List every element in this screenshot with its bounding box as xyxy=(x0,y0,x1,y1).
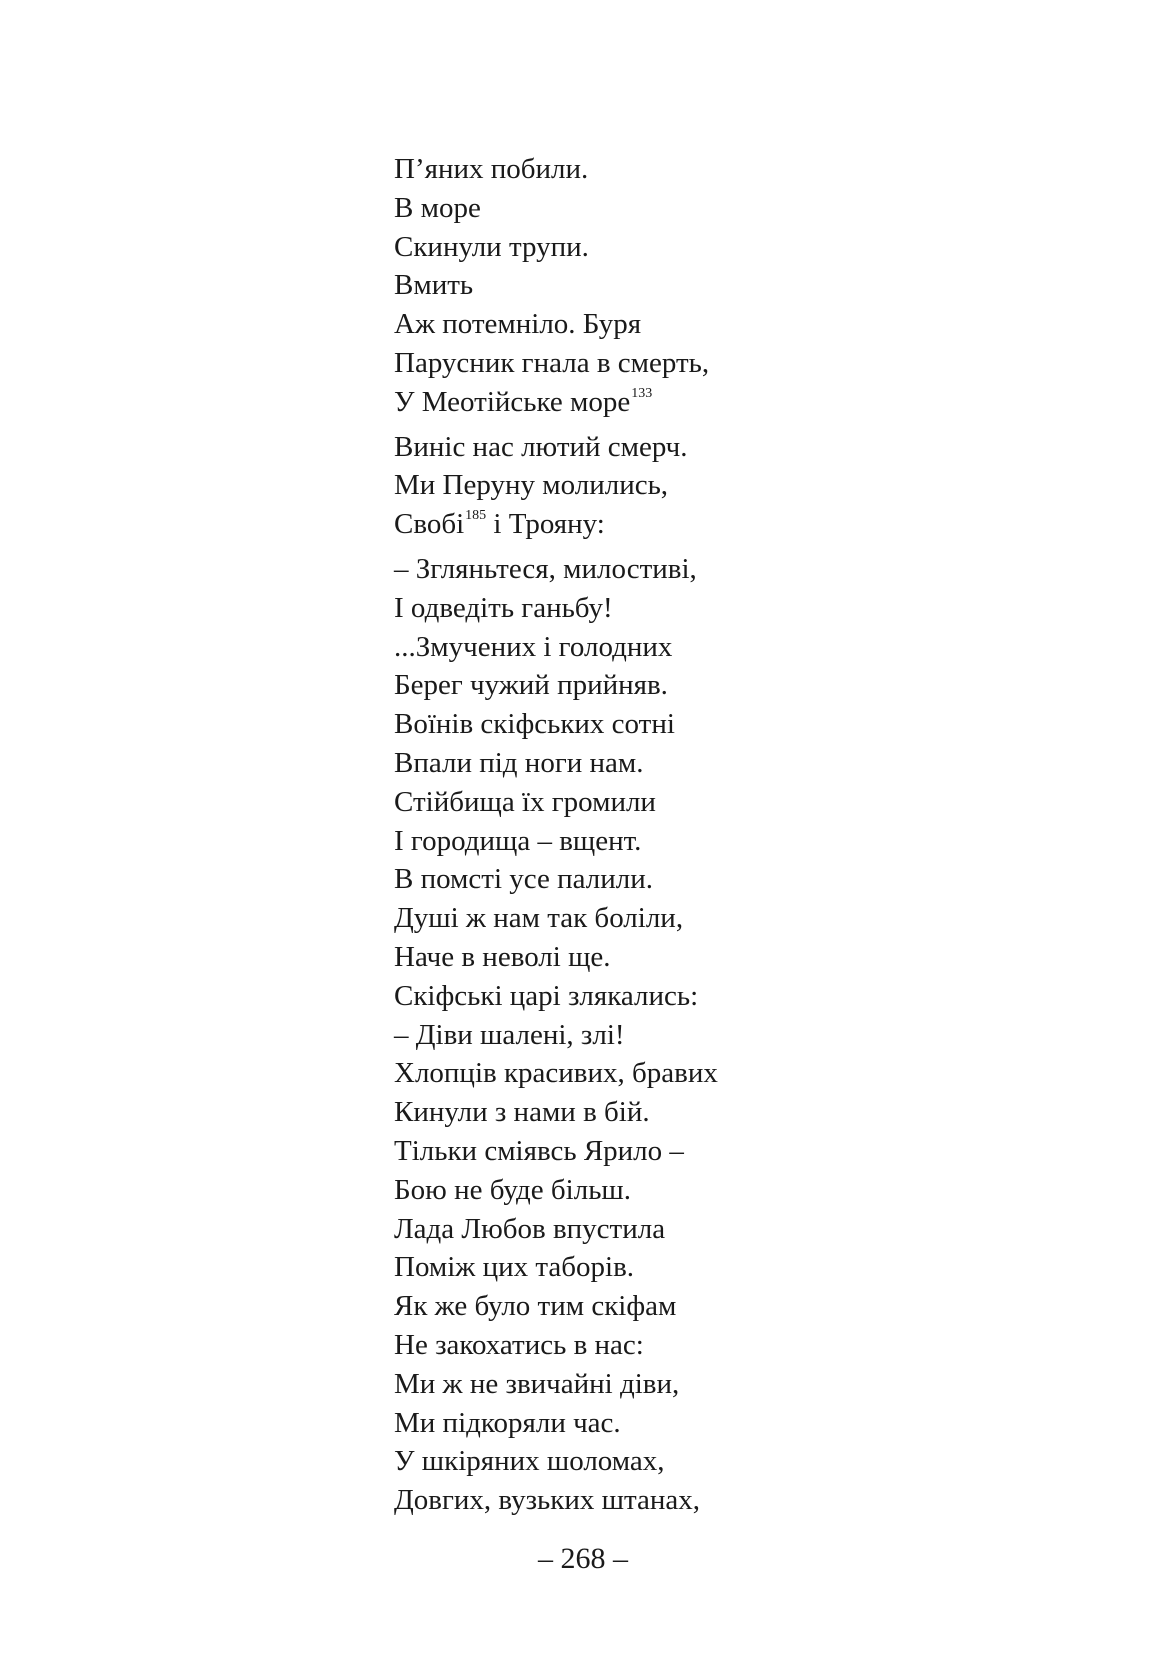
poem-line-text: Воїнів скіфських сотні xyxy=(394,708,675,741)
poem-line xyxy=(394,1016,718,1055)
poem-line-text: ...Змучених і голодних xyxy=(394,630,673,663)
poem-line-text: Стійбища їх громили xyxy=(394,785,656,818)
poem-line xyxy=(394,1442,718,1481)
poem-line xyxy=(394,822,718,861)
poem-line-text: Берег чужий прийняв. xyxy=(394,669,668,702)
poem-line xyxy=(394,150,718,189)
poem-line-text: Поміж цих таборів. xyxy=(394,1251,635,1284)
poem-line-text: Виніс нас лютий смерч. xyxy=(394,430,688,463)
poem-line-text: В море xyxy=(394,191,481,224)
poem-line xyxy=(394,305,718,344)
poem-line-text: І городища – вщент. xyxy=(394,824,642,857)
poem-line-text: І одведіть ганьбу! xyxy=(394,591,613,624)
footnote-marker: 133 xyxy=(631,385,653,401)
poem-line xyxy=(394,1054,718,1093)
poem-line-text: Кинули з нами в бій. xyxy=(394,1096,650,1129)
poem-line xyxy=(394,228,718,267)
poem-line xyxy=(394,344,718,383)
poem-line xyxy=(394,977,718,1016)
poem-line-text: Скинули трупи. xyxy=(394,230,589,263)
poem-line xyxy=(394,1093,718,1132)
poem-line xyxy=(394,1287,718,1326)
poem-line-text: Наче в неволі ще. xyxy=(394,940,611,973)
poem-line xyxy=(394,428,718,467)
poem-line-text: Бою не буде більш. xyxy=(394,1173,631,1206)
poem-line-text: Хлопців красивих, бравих xyxy=(394,1057,718,1090)
poem-line xyxy=(394,860,718,899)
poem-line-text-continued: і Трояну: xyxy=(486,508,605,541)
poem-line xyxy=(394,666,718,705)
poem-line xyxy=(394,1248,718,1287)
poem-line xyxy=(394,1481,718,1520)
poem-line-text: Тільки сміявсь Ярило – xyxy=(394,1134,684,1167)
poem-line xyxy=(394,899,718,938)
poem-line xyxy=(394,1404,718,1443)
poem-line xyxy=(394,466,718,505)
poem-line-text: П’яних побили. xyxy=(394,153,589,185)
poem-line xyxy=(394,783,718,822)
poem-line-text: Впали під ноги нам. xyxy=(394,746,644,779)
poem-line-text: Не закохатись в нас: xyxy=(394,1328,644,1361)
poem-line xyxy=(394,938,718,977)
poem-line xyxy=(394,1171,718,1210)
poem-line-text: Лада Любов впустила xyxy=(394,1212,666,1245)
poem-line xyxy=(394,383,718,428)
poem-line xyxy=(394,1210,718,1249)
poem-line xyxy=(394,1365,718,1404)
page-number: – 268 – xyxy=(538,1542,628,1575)
poem-line-text: У шкіряних шоломах, xyxy=(394,1445,665,1478)
poem-line-text: – Діви шалені, злі! xyxy=(394,1018,625,1051)
poem-line xyxy=(394,628,718,667)
poem-line xyxy=(394,189,718,228)
poem-line-text: Ми ж не звичайні діви, xyxy=(394,1367,680,1400)
poem-line xyxy=(394,1132,718,1171)
poem-line xyxy=(394,744,718,783)
poem-line-text: Ми Перуну молились, xyxy=(394,469,669,502)
poem-line-text: Аж потемніло. Буря xyxy=(394,308,642,341)
poem-line xyxy=(394,550,718,589)
poem-line xyxy=(394,1326,718,1365)
poem-line-text: Як же було тим скіфам xyxy=(394,1290,677,1323)
poem-line xyxy=(394,266,718,305)
poem-line-text: Парусник гнала в смерть, xyxy=(394,346,710,379)
poem-line-text: Вмить xyxy=(394,269,474,302)
poem-line-text: У Меотійське море xyxy=(394,385,631,418)
poem-line-text: Ми підкоряли час. xyxy=(394,1406,621,1439)
poem-line-text: Довгих, вузьких штанах, xyxy=(394,1484,701,1517)
footnote-marker: 185 xyxy=(465,508,487,524)
poem-line xyxy=(394,505,718,550)
poem-line xyxy=(394,705,718,744)
poem-text xyxy=(394,150,718,1520)
poem-line-text: В помсті усе палили. xyxy=(394,863,653,896)
poem-line-text: Скіфські царі злякались: xyxy=(394,979,699,1012)
poem-line xyxy=(394,589,718,628)
poem-line-text: – Згляньтеся, милостиві, xyxy=(394,552,697,585)
poem-line-text: Свобі xyxy=(394,508,465,541)
poem-line-text: Душі ж нам так боліли, xyxy=(394,902,684,935)
